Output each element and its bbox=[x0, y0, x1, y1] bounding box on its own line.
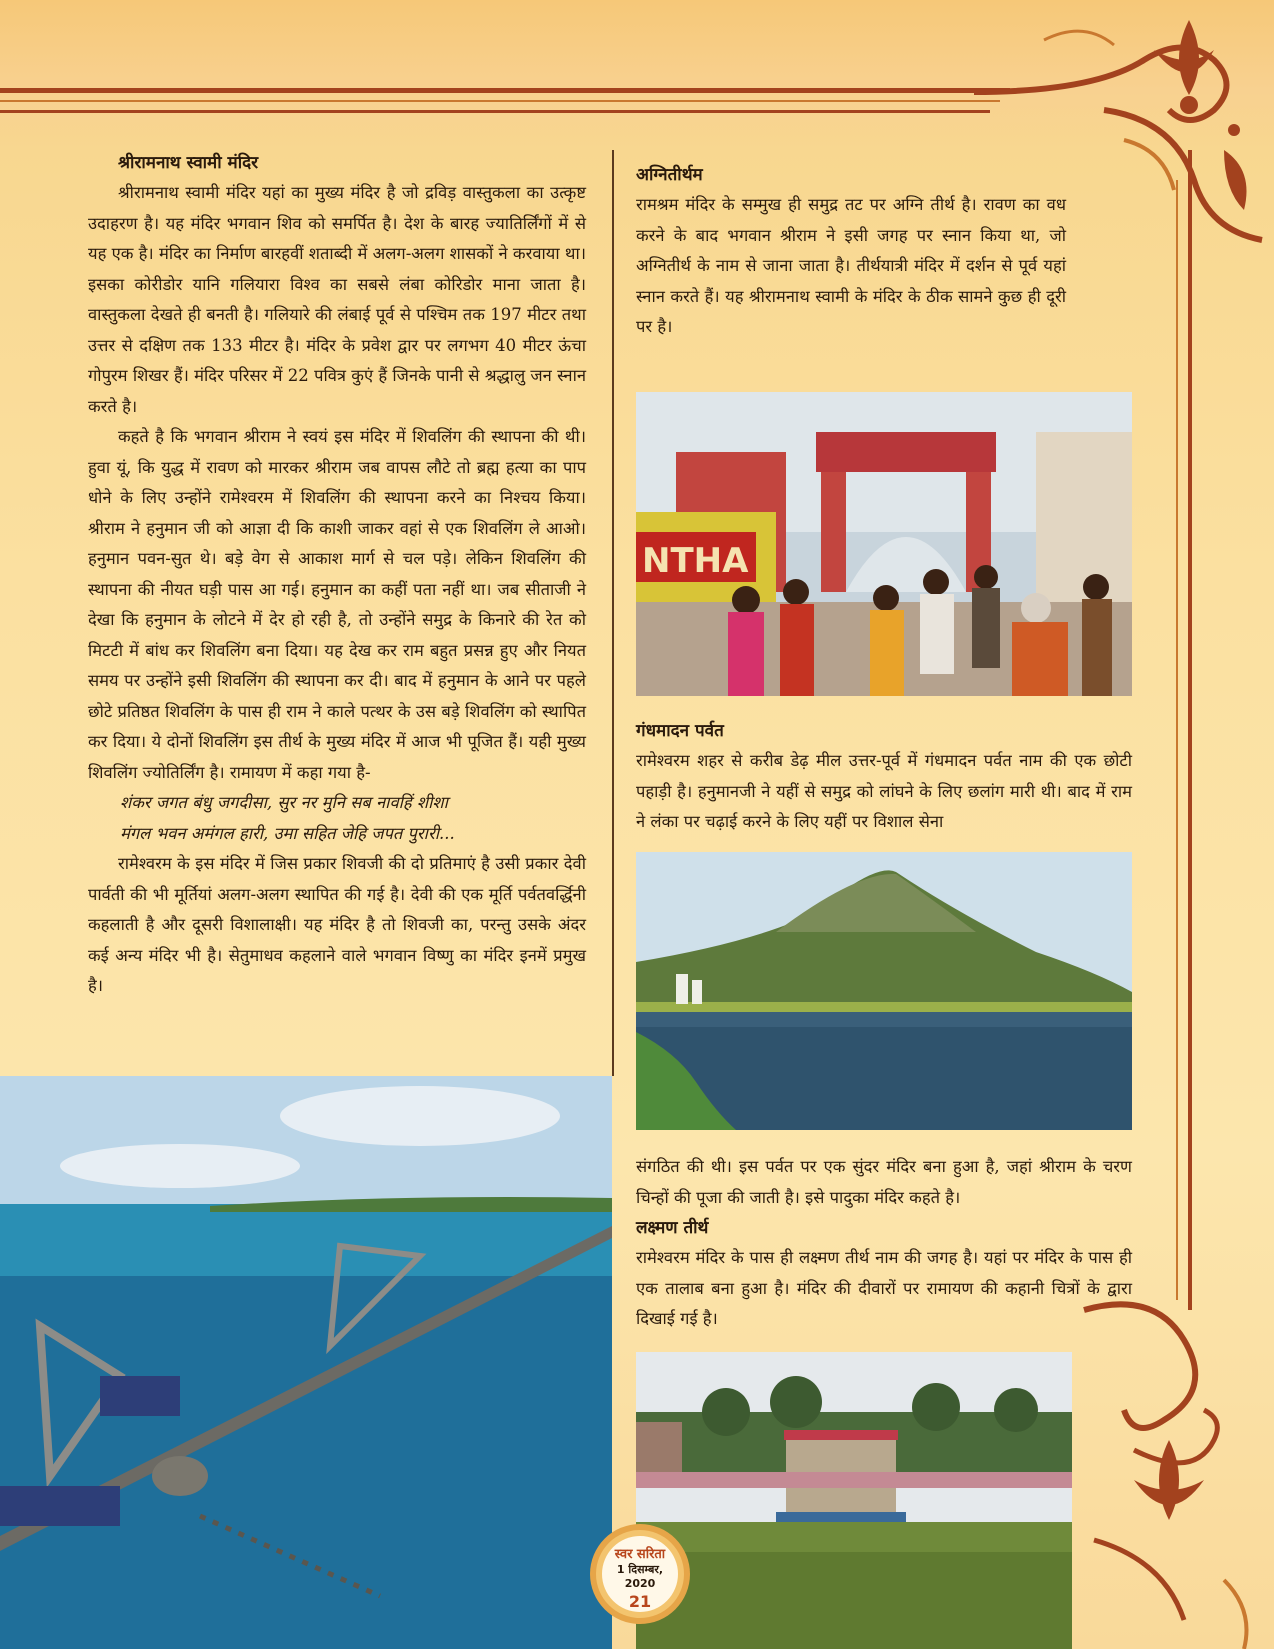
frame-line-top-inner bbox=[0, 100, 1000, 102]
frame-line-right-inner bbox=[1176, 180, 1178, 1300]
frame-line-right-outer bbox=[1188, 150, 1192, 1310]
gandhamadan-continued bbox=[636, 1152, 1132, 1335]
verse-line-2: मंगल भवन अमंगल हारी, उमा सहित जेहि जपत पुरारी... bbox=[120, 823, 455, 843]
frame-line-top-outer bbox=[0, 88, 1010, 93]
frame-line-top-third bbox=[0, 110, 990, 113]
paragraph-lakshman-teerth: रामेश्वरम मंदिर के पास ही लक्ष्मण तीर्थ नाम की जगह है। यहां पर मंदिर के पास ही एक तालाब बना हुआ है। मंदिर की दीवारों पर रामायण की कहानी चित्रों के द्वारा दिखाई गई है। bbox=[636, 1248, 1132, 1328]
photo-temple-gate-pilgrims bbox=[636, 392, 1132, 696]
side-ornament bbox=[1074, 1280, 1274, 1649]
photo-gandhamadan-hill-lake bbox=[636, 852, 1132, 1130]
paragraph-gandhamadan-part2: संगठित की थी। इस पर्वत पर एक सुंदर मंदिर बना हुआ है, जहां श्रीराम के चरण चिन्हों की पूजा की जाती है। इसे पादुका मंदिर कहते है। bbox=[636, 1157, 1132, 1207]
gate-sign-text: NTHA bbox=[642, 541, 749, 581]
heading-agnitheertham: अग्नितीर्थम bbox=[636, 165, 703, 185]
gandhamadan-section bbox=[636, 716, 1132, 838]
left-column bbox=[88, 148, 586, 1002]
magazine-name: स्वर सरिता bbox=[614, 1547, 666, 1562]
issue-date: 1 दिसम्बर, 2020 bbox=[616, 1563, 664, 1590]
paragraph-temple-intro: श्रीरामनाथ स्वामी मंदिर यहां का मुख्य मंदिर है जो द्रविड़ वास्तुकला का उत्कृष्ट उदाहरण है। यह मंदिर भगवान शिव को समर्पित है। देश के बारह ज्यातिर्लिंगों में से यह एक है। मंदिर का निर्माण बारहवीं शताब्दी में अलग-अलग शासकों ने करवाया था। इसका कोरीडोर यानि गलियारा विश्व का सबसे लंबा कोरिडोर माना जाता है। वास्तुकला देखते ही बनती है। गलियारे की लंबाई पूर्व से पश्चिम तक 197 मीटर तथा उत्तर से दक्षिण तक 133 मीटर है। मंदिर के प्रवेश द्वार पर लगभग 40 मीटर ऊंचा गोपुरम शिखर हैं। मंदिर परिसर में 22 पवित्र कुएं हैं जिनके पानी से श्रद्धालु जन स्नान करते है। bbox=[88, 183, 586, 416]
heading-lakshman-teerth: लक्ष्मण तीर्थ bbox=[636, 1218, 709, 1238]
photo-pamban-bridge bbox=[0, 1076, 612, 1649]
paragraph-gandhamadan-part1: रामेश्वरम शहर से करीब डेढ़ मील उत्तर-पूर्व में गंधमादन पर्वत नाम की एक छोटी पहाड़ी है। हनुमानजी ने यहीं से समुद्र को लांघने के लिए छलांग मारी थी। बाद में राम ने लंका पर चढ़ाई करने के लिए यहीं पर विशाल सेना bbox=[636, 751, 1132, 831]
paragraph-agnitheertham: रामश्रम मंदिर के सम्मुख ही समुद्र तट पर अग्नि तीर्थ है। रावण का वध करने के बाद भगवान श्रीराम ने इसी जगह पर स्नान किया था, जो अग्नितीर्थ के नाम से जाना जाता है। तीर्थयात्री मंदिर में दर्शन से पूर्व यहां स्नान करते हैं। यह श्रीरामनाथ स्वामी के मंदिर के ठीक सामने कुछ ही दूरी पर है। bbox=[636, 195, 1066, 336]
issue-badge bbox=[588, 1522, 692, 1626]
page-number: 21 bbox=[628, 1592, 652, 1611]
verse-line-1: शंकर जगत बंधु जगदीसा, सुर नर मुनि सब नावहिं शीशा bbox=[120, 793, 448, 812]
heading-ramanath-temple: श्रीरामनाथ स्वामी मंदिर bbox=[118, 153, 259, 173]
heading-gandhamadan: गंधमादन पर्वत bbox=[636, 721, 724, 741]
right-column-top bbox=[636, 160, 1132, 343]
paragraph-parvati-idols: रामेश्वरम के इस मंदिर में जिस प्रकार शिवजी की दो प्रतिमाएं है उसी प्रकार देवी पार्वती की भी मूर्तियां अलग-अलग स्थापित की गई है। देवी की एक मूर्ति पर्वतवर्द्धिनी कहलाती है और दूसरी विशालाक्षी। यह मंदिर है तो शिवजी का, परन्तु उसके अंदर कई अन्य मंदिर भी है। सेतुमाधव कहलाने वाले भगवान विष्णु का मंदिर इनमें प्रमुख है। bbox=[88, 854, 586, 995]
photo-lakshman-teerth-tank bbox=[636, 1352, 1072, 1649]
column-divider bbox=[612, 150, 614, 1076]
paragraph-shivling-story: कहते है कि भगवान श्रीराम ने स्वयं इस मंदिर में शिवलिंग की स्थापना की थी। हुवा यूं, कि युद्ध में रावण को मारकर श्रीराम जब वापस लौटे तो ब्रह्म हत्या का पाप धोने के लिए उन्होंने रामेश्वरम में शिवलिंग की स्थापना करने का निश्चय किया। श्रीराम ने हनुमान जी को आज्ञा दी कि काशी जाकर वहां से एक शिवलिंग ले आओ। हनुमान पवन-सुत थे। बड़े वेग से आकाश मार्ग से चल पड़े। लेकिन शिवलिंग की स्थापना की नीयत घड़ी पास आ गई। हनुमान का कहीं पता नहीं था। जब सीताजी ने देखा कि हनुमान के लोटने में देर हो रही है, तो उन्होंने समुद्र के किनारे की रेत को मिटटी में बांध कर शिवलिंग बना दिया। यह देख कर राम बहुत प्रसन्न हुए और नियत समय पर उन्होंने इसी शिवलिंग की स्थापना कर दी। बाद में हनुमान के आने पर पहले छोटे प्रतिष्ठत शिवलिंग के पास ही राम ने काले पत्थर के उस बड़े शिवलिंग को स्थापित कर दिया। ये दोनों शिवलिंग इस तीर्थ के मुख्य मंदिर में आज भी पूजित हैं। यही मुख्य शिवलिंग ज्योतिर्लिंग है। रामायण में कहा गया है- bbox=[88, 427, 586, 782]
